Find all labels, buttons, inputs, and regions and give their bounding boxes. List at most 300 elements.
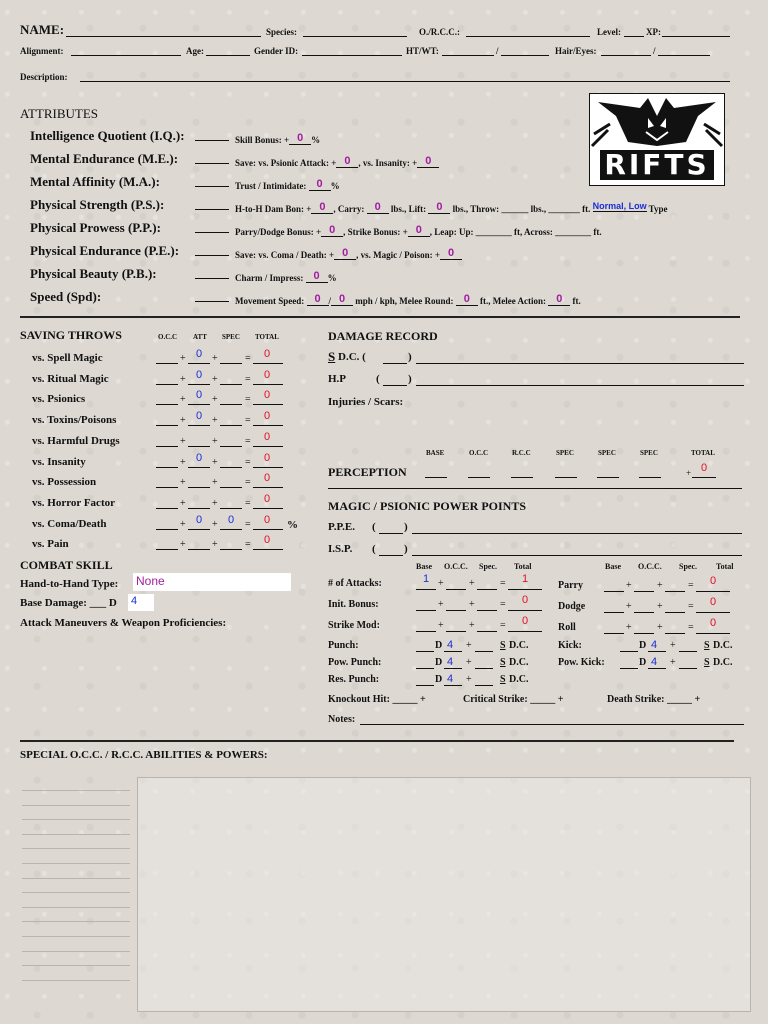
attribute-detail xyxy=(235,201,668,214)
attribute-label: Physical Beauty (P.B.): xyxy=(30,266,157,281)
parry-spec-field[interactable] xyxy=(665,591,685,592)
ppe-max-field[interactable] xyxy=(379,533,403,534)
st-spec-field[interactable] xyxy=(220,487,242,488)
detail-value[interactable]: 0 xyxy=(321,224,343,237)
st-att-value[interactable]: 0 xyxy=(196,389,203,402)
h2h-label: Hand-to-Hand Type: xyxy=(20,578,119,590)
perc-base-field[interactable] xyxy=(425,477,447,478)
st-occ-field[interactable] xyxy=(156,363,178,364)
init-bonus-total-value[interactable]: 0 xyxy=(522,594,529,606)
perc-header-spec1: SPEC xyxy=(556,449,574,457)
equals-sign: = xyxy=(688,601,694,612)
st-total-field[interactable] xyxy=(253,487,283,488)
pow-kick-label: Pow. Kick: xyxy=(558,657,605,668)
st-total-value[interactable]: 0 xyxy=(264,368,271,381)
detail-text: lbs., Lift: xyxy=(388,204,429,214)
st-spec-field[interactable] xyxy=(220,508,242,509)
perc-header-rcc: R.C.C xyxy=(512,449,531,457)
st-att-field[interactable] xyxy=(188,384,210,385)
st-occ-field[interactable] xyxy=(156,467,178,468)
sdc-max-field[interactable] xyxy=(383,363,407,364)
name-field[interactable] xyxy=(66,36,261,37)
equals-sign: = xyxy=(245,353,251,364)
parry-total-field[interactable] xyxy=(696,591,730,592)
st-occ-field[interactable] xyxy=(156,425,178,426)
attribute-detail xyxy=(235,247,462,260)
level-field[interactable] xyxy=(624,36,644,37)
attributes-title: ATTRIBUTES xyxy=(20,106,98,121)
ppe-label: P.P.E. xyxy=(328,521,356,533)
st-spec-field[interactable] xyxy=(220,363,242,364)
pow-kick-sdc-suffix: D.C. xyxy=(713,657,733,668)
combat-skill-title: COMBAT SKILL xyxy=(20,558,113,572)
rifts-logo xyxy=(589,93,725,186)
st-att-value[interactable]: 0 xyxy=(196,368,203,381)
saving-throws-title: SAVING THROWS xyxy=(20,328,122,342)
attribute-score-field[interactable] xyxy=(195,209,229,210)
equals-sign: = xyxy=(245,415,251,427)
strike-mod-total-field[interactable] xyxy=(508,631,542,632)
detail-value[interactable]: Normal, Low xyxy=(592,201,647,211)
hair-slash: / xyxy=(653,46,656,56)
st-header-spec: SPEC xyxy=(222,333,240,341)
attribute-score-field[interactable] xyxy=(195,278,229,279)
plus-sign: + xyxy=(212,456,218,468)
st-spec-field[interactable] xyxy=(220,467,242,468)
special-line[interactable] xyxy=(22,863,130,864)
res-punch-sdc-suffix: D.C. xyxy=(509,674,529,685)
detail-text: lbs., Throw: ______ lbs., _______ ft. xyxy=(450,204,593,214)
st-att-field[interactable] xyxy=(188,549,210,550)
attacks-occ-field[interactable] xyxy=(446,589,466,590)
special-line[interactable] xyxy=(22,951,130,952)
perc-header-occ: O.C.C xyxy=(469,449,489,457)
perc-occ-field[interactable] xyxy=(468,477,490,478)
st-spec-field[interactable] xyxy=(220,384,242,385)
plus-sign: + xyxy=(180,353,186,364)
roll-base-field[interactable] xyxy=(604,633,624,634)
st-spec-field[interactable] xyxy=(220,446,242,447)
gender-label: Gender ID: xyxy=(254,46,299,56)
st-att-value[interactable]: 0 xyxy=(196,451,203,464)
special-line[interactable] xyxy=(22,892,130,893)
plus-sign: + xyxy=(212,435,218,447)
attribute-score-field[interactable] xyxy=(195,255,229,256)
st-att-field[interactable] xyxy=(188,487,210,488)
st-occ-field[interactable] xyxy=(156,508,178,509)
die-letter: D xyxy=(639,640,647,651)
detail-value[interactable]: 0 xyxy=(311,201,333,214)
attribute-detail xyxy=(235,178,340,191)
st-total-value[interactable]: 0 xyxy=(264,410,271,423)
st-att-value[interactable]: 0 xyxy=(196,513,203,526)
perc-header-spec2: SPEC xyxy=(598,449,616,457)
age-field[interactable] xyxy=(206,55,250,56)
pow-punch-die-field[interactable] xyxy=(444,668,462,669)
kick-sdc-suffix: D.C. xyxy=(713,640,733,651)
plus-sign: + xyxy=(438,599,444,610)
perc-total-value[interactable]: 0 xyxy=(701,462,708,474)
st-total-field[interactable] xyxy=(253,363,283,364)
st-total-field[interactable] xyxy=(253,384,283,385)
detail-text: Movement Speed: xyxy=(235,296,307,306)
detail-value[interactable]: 0 xyxy=(428,201,450,214)
equals-sign: = xyxy=(245,394,251,406)
pow-kick-bonus-field[interactable] xyxy=(679,668,697,669)
st-spec-field[interactable] xyxy=(220,529,242,530)
plus-sign: + xyxy=(212,518,218,530)
st-total-value[interactable]: 0 xyxy=(264,492,271,505)
st-spec-field[interactable] xyxy=(220,425,242,426)
st-att-value[interactable]: 0 xyxy=(196,348,203,360)
kick-die-field[interactable] xyxy=(648,651,666,652)
perception-label: PERCEPTION xyxy=(328,465,407,479)
isp-current-field[interactable] xyxy=(412,555,742,556)
sdc-label: D.C. ( xyxy=(338,351,366,363)
injuries-label: Injuries / Scars: xyxy=(328,396,404,408)
detail-text: % xyxy=(327,273,337,283)
sdc-prefix: S xyxy=(328,349,336,364)
perc-rcc-field[interactable] xyxy=(511,477,533,478)
dodge-occ-field[interactable] xyxy=(634,612,654,613)
plus-sign: + xyxy=(212,477,218,489)
combat-header-spec-r: Spec. xyxy=(679,562,697,571)
st-att-value[interactable]: 0 xyxy=(196,410,203,423)
detail-value[interactable]: 0 xyxy=(309,178,331,191)
punch-dice-count-field[interactable] xyxy=(416,651,434,652)
special-line[interactable] xyxy=(22,921,130,922)
strike-mod-spec-field[interactable] xyxy=(477,631,497,632)
hp-current-field[interactable] xyxy=(416,385,744,386)
eyes-field[interactable] xyxy=(658,55,710,56)
detail-value[interactable]: 0 xyxy=(408,224,430,237)
occ-field[interactable] xyxy=(466,36,590,37)
parry-base-field[interactable] xyxy=(604,591,624,592)
roll-spec-field[interactable] xyxy=(665,633,685,634)
strike-mod-occ-field[interactable] xyxy=(446,631,466,632)
st-att-field[interactable] xyxy=(188,404,210,405)
parry-total-value[interactable]: 0 xyxy=(710,575,717,587)
xp-field[interactable] xyxy=(662,36,730,37)
res-punch-sdc-s: S xyxy=(500,674,506,685)
st-total-field[interactable] xyxy=(253,467,283,468)
power-points-title: MAGIC / PSIONIC POWER POINTS xyxy=(328,499,527,513)
pow-kick-dice-count-field[interactable] xyxy=(620,668,638,669)
attacks-base-field[interactable] xyxy=(416,589,436,590)
isp-max-field[interactable] xyxy=(379,555,403,556)
kick-bonus-field[interactable] xyxy=(679,651,697,652)
st-total-field[interactable] xyxy=(253,549,283,550)
detail-text: % xyxy=(330,181,340,191)
st-header-occ: O.C.C xyxy=(158,333,178,341)
saving-throw-label: vs. Toxins/Poisons xyxy=(32,414,117,427)
plus-sign: + xyxy=(626,622,632,633)
special-line[interactable] xyxy=(22,907,130,908)
detail-value[interactable]: 0 xyxy=(307,293,329,306)
init-bonus-base-field[interactable] xyxy=(416,610,436,611)
plus-sign: + xyxy=(180,435,186,447)
detail-text: , Carry: xyxy=(333,204,367,214)
saving-throw-label: vs. Harmful Drugs xyxy=(32,434,120,447)
plus-sign: + xyxy=(466,640,472,651)
st-total-value[interactable]: 0 xyxy=(264,472,271,485)
perc-header-base: BASE xyxy=(426,449,445,457)
equals-sign: = xyxy=(688,622,694,633)
special-line[interactable] xyxy=(22,819,130,820)
hair-field[interactable] xyxy=(601,55,651,56)
die-letter: D xyxy=(639,657,647,668)
st-att-field[interactable] xyxy=(188,529,210,530)
st-occ-field[interactable] xyxy=(156,487,178,488)
dodge-base-field[interactable] xyxy=(604,612,624,613)
perc-total-line xyxy=(692,477,716,478)
st-total-field[interactable] xyxy=(253,529,283,530)
pow-kick-sdc-s: S xyxy=(704,657,710,668)
st-occ-field[interactable] xyxy=(156,549,178,550)
detail-text: Charm / Impress: xyxy=(235,273,306,283)
st-att-field[interactable] xyxy=(188,425,210,426)
attribute-score-field[interactable] xyxy=(195,301,229,302)
special-line[interactable] xyxy=(22,878,130,879)
detail-text: , Leap: Up: ________ ft, Across: ________ ft. xyxy=(429,227,602,237)
punch-bonus-field[interactable] xyxy=(475,651,493,652)
saving-throw-label: vs. Ritual Magic xyxy=(32,372,109,385)
st-header-total: TOTAL xyxy=(255,333,279,341)
plus-sign: + xyxy=(180,373,186,385)
plus-sign: + xyxy=(180,518,186,530)
pow-punch-dice-count-field[interactable] xyxy=(416,668,434,669)
attacks-base-value[interactable]: 1 xyxy=(423,573,430,585)
detail-text: ft., Melee Action: xyxy=(477,296,549,306)
isp-paren-close: ) xyxy=(404,543,408,555)
kick-dice-count-field[interactable] xyxy=(620,651,638,652)
detail-value[interactable]: 0 xyxy=(548,293,570,306)
kick-die-value[interactable]: 4 xyxy=(651,639,658,651)
plus-sign: + xyxy=(469,599,475,610)
die-letter: D xyxy=(435,657,443,668)
saving-throw-label: vs. Spell Magic xyxy=(32,352,103,364)
init-bonus-occ-field[interactable] xyxy=(446,610,466,611)
perc-spec2-field[interactable] xyxy=(597,477,619,478)
description-field[interactable] xyxy=(80,81,730,82)
die-letter: D xyxy=(435,640,443,651)
detail-text: Skill Bonus: + xyxy=(235,135,290,145)
st-total-value[interactable]: 0 xyxy=(264,348,271,360)
attribute-score-field[interactable] xyxy=(195,232,229,233)
detail-value[interactable]: 0 xyxy=(336,155,358,168)
detail-text: Trust / Intimidate: xyxy=(235,181,309,191)
base-damage-field[interactable] xyxy=(128,594,154,611)
age-label: Age: xyxy=(186,46,204,56)
punch-die-value[interactable]: 4 xyxy=(447,639,454,651)
plus-sign: + xyxy=(626,580,632,591)
special-line[interactable] xyxy=(22,936,130,937)
detail-text: Save: vs. Coma / Death: + xyxy=(235,250,335,260)
attribute-score-field[interactable] xyxy=(195,140,229,141)
res-punch-bonus-field[interactable] xyxy=(475,685,493,686)
notes-field[interactable] xyxy=(360,724,744,725)
attacks-total-value[interactable]: 1 xyxy=(522,573,529,585)
species-field[interactable] xyxy=(303,36,407,37)
special-line[interactable] xyxy=(22,965,130,966)
special-line[interactable] xyxy=(22,805,130,806)
pow-punch-sdc-s: S xyxy=(500,657,506,668)
weight-field[interactable] xyxy=(501,55,549,56)
level-label: Level: xyxy=(597,27,621,37)
st-total-value[interactable]: 0 xyxy=(264,513,271,526)
plus-sign: + xyxy=(466,657,472,668)
name-label: NAME: xyxy=(20,22,65,37)
combat-header-total-r: Total xyxy=(716,562,734,571)
punch-sdc-suffix: D.C. xyxy=(509,640,529,651)
gender-field[interactable] xyxy=(302,55,402,56)
dodge-spec-field[interactable] xyxy=(665,612,685,613)
equals-sign: = xyxy=(500,620,506,631)
alignment-field[interactable] xyxy=(71,55,181,56)
roll-total-field[interactable] xyxy=(696,633,730,634)
st-total-field[interactable] xyxy=(253,425,283,426)
equals-sign: = xyxy=(245,373,251,385)
init-bonus-spec-field[interactable] xyxy=(477,610,497,611)
saving-throw-label: vs. Insanity xyxy=(32,455,86,468)
strike-mod-base-field[interactable] xyxy=(416,631,436,632)
res-punch-die-field[interactable] xyxy=(444,685,462,686)
plus-sign: + xyxy=(466,674,472,685)
dodge-total-value[interactable]: 0 xyxy=(710,596,717,608)
detail-text: Save: vs. Psionic Attack: + xyxy=(235,158,337,168)
hp-paren-close: ) xyxy=(408,373,412,385)
special-line[interactable] xyxy=(22,790,130,791)
strike-mod-total-value[interactable]: 0 xyxy=(522,615,529,627)
equals-sign: = xyxy=(245,456,251,468)
st-att-field[interactable] xyxy=(188,467,210,468)
st-total-value[interactable]: 0 xyxy=(264,389,271,402)
st-spec-value[interactable]: 0 xyxy=(228,513,235,526)
dodge-total-field[interactable] xyxy=(696,612,730,613)
logo-text: RIFTS xyxy=(604,148,710,181)
st-total-field[interactable] xyxy=(253,446,283,447)
attacks-total-field[interactable] xyxy=(508,589,542,590)
saving-throw-label: vs. Horror Factor xyxy=(32,496,115,509)
special-abilities-textarea[interactable] xyxy=(137,777,751,1012)
equals-sign: = xyxy=(245,497,251,509)
plus-sign: + xyxy=(657,580,663,591)
detail-value[interactable]: 0 xyxy=(456,293,478,306)
sdc-paren-close: ) xyxy=(408,351,412,363)
xp-label: XP: xyxy=(646,27,661,37)
attribute-score-field[interactable] xyxy=(195,163,229,164)
pow-kick-die-value[interactable]: 4 xyxy=(651,656,658,668)
perc-plus: + xyxy=(686,468,692,478)
st-total-value[interactable]: 0 xyxy=(264,430,271,443)
st-total-field[interactable] xyxy=(253,404,283,405)
pow-kick-die-field[interactable] xyxy=(648,668,666,669)
equals-sign: = xyxy=(500,578,506,589)
detail-text: mph / kph, Melee Round: xyxy=(353,296,456,306)
st-total-value[interactable]: 0 xyxy=(264,534,271,547)
st-occ-field[interactable] xyxy=(156,529,178,530)
pow-punch-bonus-field[interactable] xyxy=(475,668,493,669)
punch-die-field[interactable] xyxy=(444,651,462,652)
equals-sign: = xyxy=(688,580,694,591)
detail-value[interactable]: 0 xyxy=(331,293,353,306)
isp-paren-open: ( xyxy=(372,543,376,555)
detail-value[interactable]: 0 xyxy=(417,155,439,168)
knockout-label: Knockout Hit: _____ + xyxy=(328,694,426,705)
perc-spec1-field[interactable] xyxy=(555,477,577,478)
detail-value[interactable]: 0 xyxy=(289,132,311,145)
isp-label: I.S.P. xyxy=(328,543,353,555)
roll-occ-field[interactable] xyxy=(634,633,654,634)
perc-spec3-field[interactable] xyxy=(639,477,661,478)
st-att-field[interactable] xyxy=(188,363,210,364)
plus-sign: + xyxy=(438,578,444,589)
plus-sign: + xyxy=(657,622,663,633)
height-field[interactable] xyxy=(442,55,494,56)
special-line[interactable] xyxy=(22,834,130,835)
attribute-score-field[interactable] xyxy=(195,186,229,187)
ppe-paren-open: ( xyxy=(372,521,376,533)
death-strike-label: Death Strike: _____ + xyxy=(607,694,701,705)
equals-sign: = xyxy=(245,477,251,489)
sdc-current-field[interactable] xyxy=(416,363,744,364)
saving-throw-label: vs. Pain xyxy=(32,538,69,551)
st-suffix: % xyxy=(287,518,298,531)
st-att-field[interactable] xyxy=(188,508,210,509)
res-punch-die-value[interactable]: 4 xyxy=(447,673,454,685)
saving-throw-label: vs. Possession xyxy=(32,476,97,489)
plus-sign: + xyxy=(212,373,218,385)
st-total-field[interactable] xyxy=(253,508,283,509)
st-occ-field[interactable] xyxy=(156,446,178,447)
st-att-field[interactable] xyxy=(188,446,210,447)
attacks-spec-field[interactable] xyxy=(477,589,497,590)
h2h-type-field[interactable] xyxy=(133,573,291,591)
special-line[interactable] xyxy=(22,848,130,849)
h2h-type-value: None xyxy=(136,574,165,588)
st-occ-field[interactable] xyxy=(156,384,178,385)
res-punch-dice-count-field[interactable] xyxy=(416,685,434,686)
init-bonus-total-field[interactable] xyxy=(508,610,542,611)
combat-header-spec: Spec. xyxy=(479,562,497,571)
attribute-label: Mental Affinity (M.A.): xyxy=(30,174,160,189)
occ-label: O./R.C.C.: xyxy=(419,27,460,37)
equals-sign: = xyxy=(245,435,251,447)
st-occ-field[interactable] xyxy=(156,404,178,405)
detail-value[interactable]: 0 xyxy=(367,201,389,214)
attribute-detail xyxy=(235,155,439,168)
st-spec-field[interactable] xyxy=(220,549,242,550)
ppe-paren-close: ) xyxy=(404,521,408,533)
detail-value[interactable]: 0 xyxy=(334,247,356,260)
base-damage-value: 4 xyxy=(131,595,138,607)
hp-max-field[interactable] xyxy=(383,385,407,386)
saving-throw-label: vs. Coma/Death xyxy=(32,517,107,530)
pow-punch-die-value[interactable]: 4 xyxy=(447,656,454,668)
attribute-detail xyxy=(235,270,337,283)
detail-text: , Strike Bonus: + xyxy=(343,227,408,237)
parry-occ-field[interactable] xyxy=(634,591,654,592)
roll-total-value[interactable]: 0 xyxy=(710,617,717,629)
special-line[interactable] xyxy=(22,980,130,981)
st-total-value[interactable]: 0 xyxy=(264,451,271,464)
detail-value[interactable]: 0 xyxy=(440,247,462,260)
ppe-current-field[interactable] xyxy=(412,533,742,534)
description-label: Description: xyxy=(20,72,68,82)
detail-value[interactable]: 0 xyxy=(306,270,328,283)
combat-header-base-r: Base xyxy=(605,562,621,571)
st-spec-field[interactable] xyxy=(220,404,242,405)
